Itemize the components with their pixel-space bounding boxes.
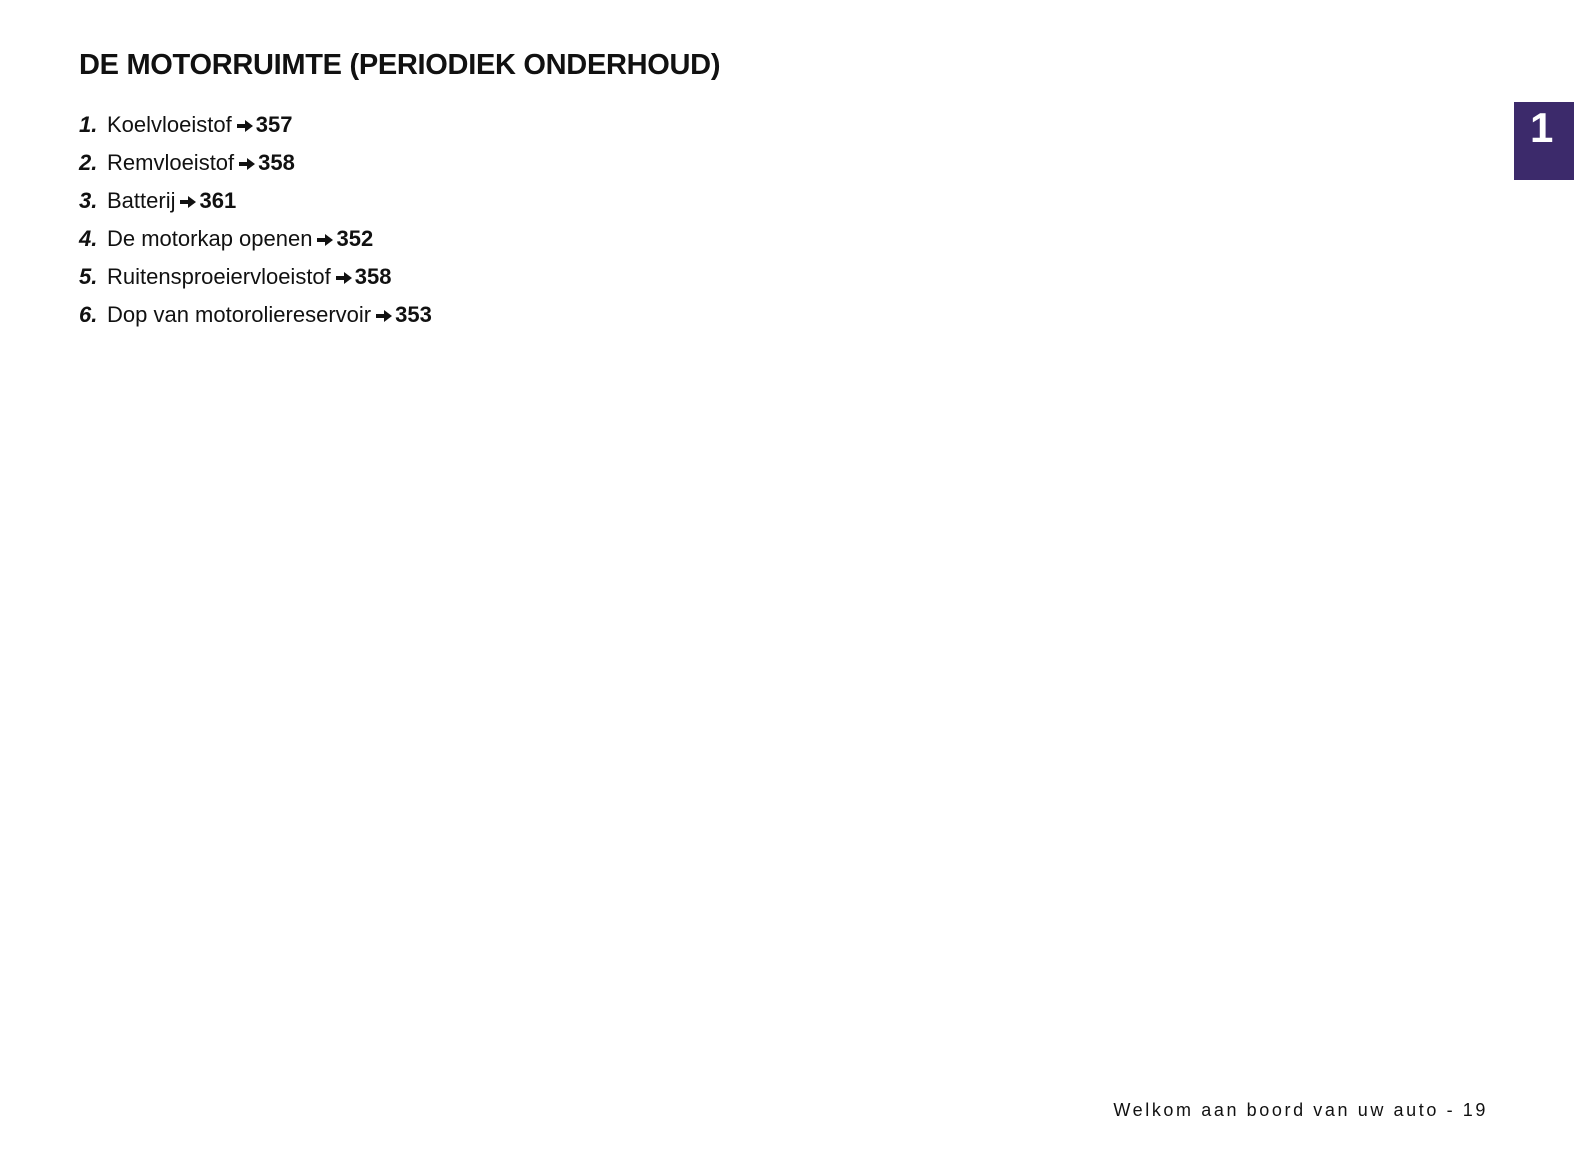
- arrow-right-icon: [239, 157, 255, 171]
- item-number: 5.: [79, 264, 98, 289]
- list-item[interactable]: [79, 296, 432, 334]
- list-item[interactable]: [79, 220, 432, 258]
- item-number: 1.: [79, 112, 98, 137]
- list-item[interactable]: [79, 258, 432, 296]
- item-label: Batterij: [107, 188, 176, 213]
- item-label: Ruitensproeiervloeistof: [107, 264, 331, 289]
- item-label: Koelvloeistof: [107, 112, 232, 137]
- arrow-right-icon: [376, 309, 392, 323]
- item-number: 2.: [79, 150, 98, 175]
- list-item[interactable]: [79, 144, 432, 182]
- item-page-ref[interactable]: 361: [199, 188, 237, 213]
- item-number: 4.: [79, 226, 98, 251]
- arrow-right-icon: [180, 195, 196, 209]
- page-title: DE MOTORRUIMTE (PERIODIEK ONDERHOUD): [79, 49, 721, 81]
- chapter-tab: 1: [1514, 102, 1574, 180]
- item-page-ref[interactable]: 357: [255, 112, 293, 137]
- arrow-right-icon: [237, 119, 253, 133]
- arrow-right-icon: [317, 233, 333, 247]
- item-page-ref[interactable]: 352: [336, 226, 374, 251]
- arrow-right-icon: [336, 271, 352, 285]
- page-footer: Welkom aan boord van uw auto - 19: [1113, 1100, 1488, 1120]
- reference-list: [79, 106, 432, 334]
- list-item[interactable]: [79, 182, 432, 220]
- item-page-ref[interactable]: 358: [354, 264, 392, 289]
- item-label: Dop van motoroliereservoir: [107, 302, 372, 327]
- list-item[interactable]: [79, 106, 432, 144]
- item-number: 6.: [79, 302, 98, 327]
- item-page-ref[interactable]: 358: [258, 150, 295, 175]
- item-number: 3.: [79, 188, 98, 213]
- item-label: Remvloeistof: [107, 150, 235, 175]
- item-label: De motorkap openen: [107, 226, 313, 251]
- item-page-ref[interactable]: 353: [395, 302, 432, 327]
